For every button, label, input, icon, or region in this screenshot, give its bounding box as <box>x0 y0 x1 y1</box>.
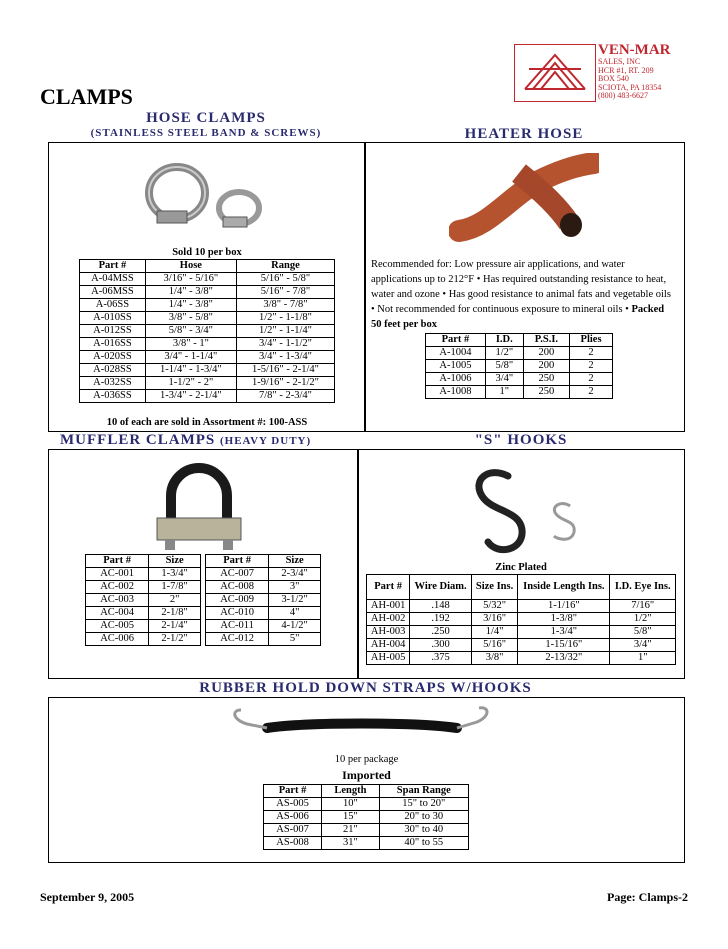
table-cell: 5/16" <box>471 639 517 652</box>
table-cell: 2-1/8" <box>149 607 201 620</box>
table-cell: AC-007 <box>206 568 269 581</box>
table-cell: 1/4" - 3/8" <box>145 286 236 299</box>
s-hook-row <box>367 652 676 665</box>
footer-date: September 9, 2005 <box>40 890 135 904</box>
table-cell: 15" <box>322 811 379 824</box>
table-cell: 1-3/4" <box>518 626 610 639</box>
table-cell: 3/4" - 1-1/4" <box>145 351 236 364</box>
table-cell: AC-001 <box>86 568 149 581</box>
muffler-clamps-panel <box>48 449 359 679</box>
table-cell: 3-1/2" <box>269 594 321 607</box>
muffler-clamp-row <box>86 568 201 581</box>
table-cell: 1-1/4" - 1-3/4" <box>145 364 236 377</box>
page-title: CLAMPS <box>40 84 133 109</box>
table-cell: 1-1/2" - 2" <box>145 377 236 390</box>
table-cell: 2-1/4" <box>149 620 201 633</box>
hose-clamp-row <box>80 273 335 286</box>
table-cell: AC-006 <box>86 633 149 646</box>
muffler-clamps-title: MUFFLER CLAMPS (HEAVY DUTY) <box>60 432 312 448</box>
table-cell: A-06MSS <box>80 286 146 299</box>
table-cell: AH-001 <box>367 600 410 613</box>
s-hooks-panel <box>357 449 685 679</box>
table-cell: 5/32" <box>471 600 517 613</box>
table-cell: 3/4" - 1-1/2" <box>236 338 334 351</box>
table-cell: 1-15/16" <box>518 639 610 652</box>
table-cell: AC-004 <box>86 607 149 620</box>
muffler-clamp-row <box>86 607 201 620</box>
table-cell: A-036SS <box>80 390 146 403</box>
strap-image-icon <box>227 704 497 750</box>
heater-hose-panel <box>364 142 685 432</box>
hose-clamp-row <box>80 325 335 338</box>
table-cell: A-020SS <box>80 351 146 364</box>
s-hook-row <box>367 626 676 639</box>
table-cell: 1-3/4" - 2-1/4" <box>145 390 236 403</box>
table-cell: 1-9/16" - 2-1/2" <box>236 377 334 390</box>
table-cell: 30" to 40 <box>379 824 468 837</box>
hose-clamp-row <box>80 390 335 403</box>
hose-clamps-assortment: 10 of each are sold in Assortment #: 100-ASS <box>106 417 308 428</box>
table-cell: AC-012 <box>206 633 269 646</box>
s-hooks-title: "S" HOOKS <box>474 432 568 448</box>
table-cell: 3/4" <box>610 639 676 652</box>
muffler-clamp-row <box>206 581 321 594</box>
table-cell: AC-011 <box>206 620 269 633</box>
s-hook-row <box>367 639 676 652</box>
table-cell: A-1004 <box>426 347 486 360</box>
table-cell: AS-005 <box>264 798 322 811</box>
table-cell: 1-7/8" <box>149 581 201 594</box>
table-cell: 40" to 55 <box>379 837 468 850</box>
heater-hose-row <box>426 347 613 360</box>
table-cell: AC-009 <box>206 594 269 607</box>
table-cell: 31" <box>322 837 379 850</box>
strap-row <box>264 837 469 850</box>
table-cell: A-028SS <box>80 364 146 377</box>
heater-hose-row <box>426 360 613 373</box>
table-cell: 3/8" - 7/8" <box>236 299 334 312</box>
hose-clamp-row <box>80 286 335 299</box>
table-cell: 15" to 20" <box>379 798 468 811</box>
table-cell: 3/4" <box>485 373 523 386</box>
logo-name: VEN-MAR <box>598 42 671 58</box>
s-hooks-note: Zinc Plated <box>495 562 547 573</box>
table-cell: A-06SS <box>80 299 146 312</box>
hose-clamp-row <box>80 299 335 312</box>
table-cell: .375 <box>410 652 472 665</box>
table-cell: AS-007 <box>264 824 322 837</box>
logo-mark <box>514 44 596 102</box>
table-cell: AH-003 <box>367 626 410 639</box>
muffler-clamp-row <box>206 568 321 581</box>
table-cell: 1-3/4" <box>149 568 201 581</box>
table-cell: 5" <box>269 633 321 646</box>
table-cell: 21" <box>322 824 379 837</box>
table-cell: 2 <box>570 360 613 373</box>
table-cell: 5/16" - 5/8" <box>236 273 334 286</box>
table-cell: 3/8" - 5/8" <box>145 312 236 325</box>
s-hooks-table: Part # Wire Diam. Size Ins. Inside Length Ins. I.D. Eye Ins. AH-001 .148 5/32" 1-1/16" 7/16" AH-002 .192 3/16" 1-3/8" 1/2" AH-003 .250 1/4" 1-3/4" 5/8" AH-004 .300 5/16" 1-15/16" 3/4" AH-005 .375 3/8" 2-13/32" 1" <box>366 574 676 665</box>
hose-clamps-title: HOSE CLAMPS <box>146 110 266 126</box>
table-cell: 2 <box>570 373 613 386</box>
table-cell: 3/16" - 5/16" <box>145 273 236 286</box>
table-cell: AC-005 <box>86 620 149 633</box>
muffler-clamp-row <box>86 620 201 633</box>
hose-clamps-table: Part # Hose Range A-04MSS 3/16" - 5/16" 5/16" - 5/8" A-06MSS 1/4" - 3/8" 5/16" - 7/8" A-06SS 1/4" - 3/8" 3/8" - 7/8" A-010SS 3/8" - 5/8" 1/2" - 1-1/8" A-012SS 5/8" - 3/4" 1/2" - 1-1/4" A-016SS 3/8" - 1" 3/4" - 1-1/2" A-020SS 3/4" - 1-1/4" 3/4" - 1-3/4" A-028SS 1-1/4" - 1-3/4" 1-5/16" - 2-1/4" A-032SS 1-1/2" - 2" 1-9/16" - 2-1/2" A-036SS 1-3/4" - 2-1/4" 7/8" - 2-3/4" <box>79 259 335 403</box>
table-cell: 5/8" <box>485 360 523 373</box>
straps-title: RUBBER HOLD DOWN STRAPS W/HOOKS <box>199 680 532 696</box>
table-cell: 2-13/32" <box>518 652 610 665</box>
table-cell: 3/8" <box>471 652 517 665</box>
table-cell: AH-005 <box>367 652 410 665</box>
table-cell: 1/2" <box>610 613 676 626</box>
strap-row <box>264 824 469 837</box>
table-cell: 1/2" <box>485 347 523 360</box>
table-cell: 3/8" - 1" <box>145 338 236 351</box>
muffler-clamp-row <box>206 607 321 620</box>
table-cell: AH-004 <box>367 639 410 652</box>
table-cell: A-1006 <box>426 373 486 386</box>
hose-clamp-row <box>80 351 335 364</box>
muffler-clamp-row <box>86 581 201 594</box>
table-cell: 20" to 30 <box>379 811 468 824</box>
table-cell: 5/8" - 3/4" <box>145 325 236 338</box>
table-cell: A-032SS <box>80 377 146 390</box>
logo-address: SALES, INC HCR #1, RT. 209 BOX 540 SCIOTA, PA 18354 (800) 483-6627 <box>598 57 662 100</box>
table-cell: 1-3/8" <box>518 613 610 626</box>
table-cell: .148 <box>410 600 472 613</box>
straps-panel <box>48 697 685 863</box>
heater-hose-row <box>426 386 613 399</box>
table-cell: 2-3/4" <box>269 568 321 581</box>
table-cell: AC-008 <box>206 581 269 594</box>
hose-clamp-row <box>80 312 335 325</box>
hose-clamps-panel <box>48 142 366 432</box>
table-cell: 1/4" - 3/8" <box>145 299 236 312</box>
table-cell: 3/16" <box>471 613 517 626</box>
table-cell: 1-5/16" - 2-1/4" <box>236 364 334 377</box>
table-cell: 2 <box>570 347 613 360</box>
hose-clamps-note: Sold 10 per box <box>172 247 242 258</box>
heater-hose-image-icon <box>449 153 599 243</box>
table-cell: .192 <box>410 613 472 626</box>
straps-table: Part # Length Span Range AS-005 10" 15" to 20" AS-006 15" 20" to 30 AS-007 21" 30" to 40 AS-008 31" 40" to 55 <box>263 784 469 850</box>
table-cell: AC-010 <box>206 607 269 620</box>
table-cell: A-1005 <box>426 360 486 373</box>
table-cell: AH-002 <box>367 613 410 626</box>
table-cell: 1-1/16" <box>518 600 610 613</box>
muffler-clamp-row <box>206 633 321 646</box>
muffler-clamp-row <box>206 620 321 633</box>
table-cell: A-04MSS <box>80 273 146 286</box>
table-cell: 1" <box>485 386 523 399</box>
straps-imported-note: Imported <box>342 768 391 782</box>
table-cell: 7/8" - 2-3/4" <box>236 390 334 403</box>
table-cell: AS-006 <box>264 811 322 824</box>
hose-clamp-image-icon <box>139 153 279 243</box>
heater-hose-description: Recommended for: Low pressure air applications, and water applications up to 212°F • Has required outstanding resistance to heat, water and ozone • Has good resistance to animal fats and vegetable oils • Not recommended for continuous exposure to mineral oils • Packed 50 feet per box <box>371 259 671 330</box>
table-cell: 200 <box>523 347 569 360</box>
s-hook-row <box>367 600 676 613</box>
table-cell: .250 <box>410 626 472 639</box>
table-cell: 4" <box>269 607 321 620</box>
table-cell: A-010SS <box>80 312 146 325</box>
hose-clamps-subtitle: (STAINLESS STEEL BAND & SCREWS) <box>90 127 322 139</box>
strap-row <box>264 798 469 811</box>
table-cell: 10" <box>322 798 379 811</box>
table-cell: .300 <box>410 639 472 652</box>
hose-clamp-row <box>80 364 335 377</box>
table-cell: 5/16" - 7/8" <box>236 286 334 299</box>
table-cell: A-016SS <box>80 338 146 351</box>
muffler-clamp-row <box>86 594 201 607</box>
table-cell: AS-008 <box>264 837 322 850</box>
table-cell: AC-002 <box>86 581 149 594</box>
table-cell: A-1008 <box>426 386 486 399</box>
table-cell: 250 <box>523 373 569 386</box>
muffler-clamps-table-left: Part # Size AC-001 1-3/4" AC-002 1-7/8" AC-003 2" AC-004 2-1/8" AC-005 2-1/4" AC-006 2-1/2" <box>85 554 201 646</box>
muffler-clamp-image-icon <box>149 460 249 556</box>
table-cell: 7/16" <box>610 600 676 613</box>
table-cell: 1/2" - 1-1/8" <box>236 312 334 325</box>
table-cell: 200 <box>523 360 569 373</box>
heater-hose-row <box>426 373 613 386</box>
table-cell: 3" <box>269 581 321 594</box>
muffler-clamp-row <box>206 594 321 607</box>
footer-page: Page: Clamps-2 <box>607 890 688 904</box>
table-cell: 1/4" <box>471 626 517 639</box>
table-cell: 250 <box>523 386 569 399</box>
muffler-clamp-row <box>86 633 201 646</box>
straps-package-note: 10 per package <box>334 754 399 765</box>
table-cell: 3/4" - 1-3/4" <box>236 351 334 364</box>
table-cell: AC-003 <box>86 594 149 607</box>
strap-row <box>264 811 469 824</box>
muffler-clamps-table-right: Part # Size AC-007 2-3/4" AC-008 3" AC-009 3-1/2" AC-010 4" AC-011 4-1/2" AC-012 5" <box>205 554 321 646</box>
logo-diamond-icon <box>515 45 595 101</box>
table-cell: 2" <box>149 594 201 607</box>
heater-hose-title: HEATER HOSE <box>464 126 584 142</box>
s-hook-row <box>367 613 676 626</box>
hose-clamp-row <box>80 377 335 390</box>
heater-hose-table: Part # I.D. P.S.I. Plies A-1004 1/2" 200 2 A-1005 5/8" 200 2 A-1006 3/4" 250 2 A-1008 1" 250 2 <box>425 333 613 399</box>
table-cell: 5/8" <box>610 626 676 639</box>
table-cell: 4-1/2" <box>269 620 321 633</box>
table-cell: 1/2" - 1-1/4" <box>236 325 334 338</box>
table-cell: 1" <box>610 652 676 665</box>
table-cell: 2 <box>570 386 613 399</box>
table-cell: 2-1/2" <box>149 633 201 646</box>
table-cell: A-012SS <box>80 325 146 338</box>
hose-clamp-row <box>80 338 335 351</box>
s-hook-image-icon <box>458 458 588 562</box>
